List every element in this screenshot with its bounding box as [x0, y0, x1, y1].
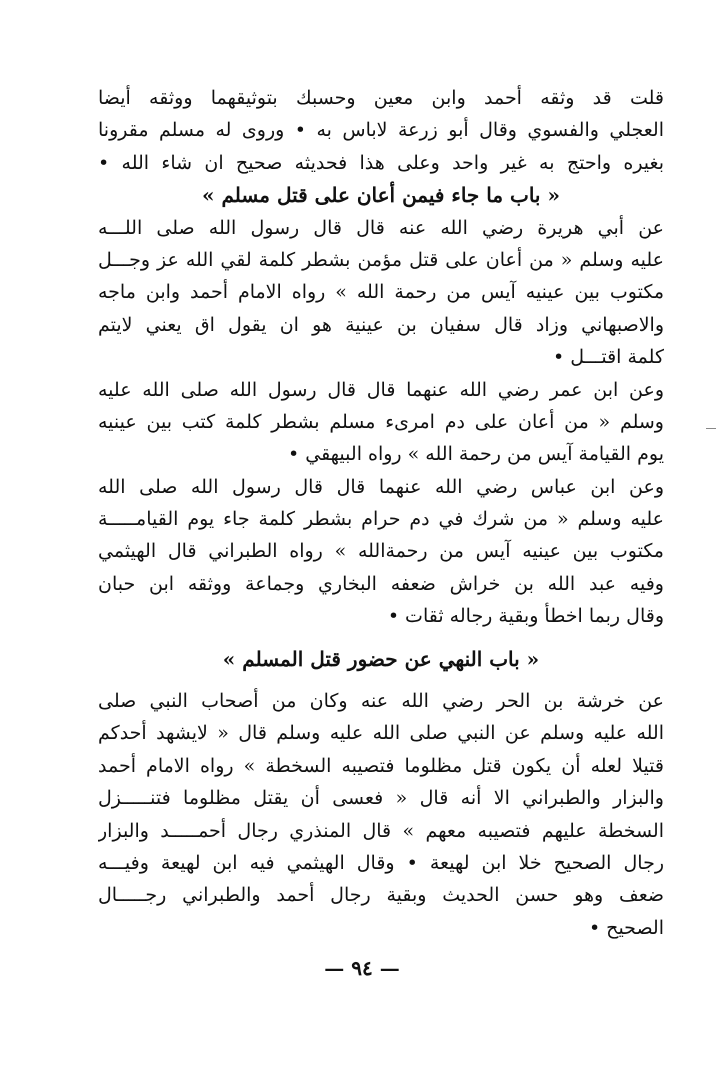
text-line: الصحيح • [588, 916, 664, 939]
text-line: يوم القيامة آيس من رحمة الله » رواه البيهقي • [287, 443, 664, 466]
text-line: عليه وسلم « من أعان على قتل مؤمن بشطر كلمة لقي الله عز وجـــل [98, 248, 664, 271]
scan-edge-mark [706, 428, 716, 429]
text-line: والاصبهاني وزاد قال سفيان بن عينية هو ان يقول اق يعني لايتم [98, 313, 664, 336]
text-line: قلت قد وثقه أحمد وابن معين وحسبك بتوثيقهما ووثقه أيضا [98, 87, 664, 109]
text-line: وعن ابن عمر رضي الله عنهما قال قال رسول الله صلى الله عليه [98, 378, 664, 401]
page-number: — ٩٤ — [324, 956, 400, 980]
text-line: كلمة اقتـــل • [553, 346, 664, 369]
text-line: عليه وسلم « من شرك في دم حرام بشطر كلمة جاء يوم القيامـــــة [98, 508, 664, 531]
text-line: مكتوب بين عينيه آيس من رحمة الله » رواه الامام أحمد وابن ماجه [98, 281, 664, 304]
text-line: السخطة عليهم فتصيبه معهم » قال المنذري رجال أحمـــــد والبزار [98, 819, 664, 842]
text-line: وقال ربما اخطأ وبقية رجاله ثقات • [387, 605, 664, 628]
text-line: وسلم « من أعان على دم امرىء مسلم بشطر كلمة كتب بين عينيه [98, 410, 664, 433]
text-line: قتيلا لعله أن يكون قتل مظلوما فتصيبه السخطة » رواه الامام أحمد [98, 754, 664, 777]
text-line: ضعف وهو حسن الحديث وبقية رجال أحمد والطبراني رجـــــال [98, 884, 664, 907]
text-block [98, 82, 664, 944]
text-line: العجلي والفسوي وقال أبو زرعة لاباس به • وروى له مسلم مقرونا [98, 119, 664, 142]
text-line: بغيره واحتج به غير واحد وعلى هذا فحديثه صحيح ان شاء الله • [98, 151, 664, 174]
text-line: وفيه عبد الله بن خراش ضعفه البخاري وجماعة ووثقه ابن حبان [98, 572, 664, 595]
text-line: رجال الصحيح خلا ابن لهيعة • وقال الهيثمي فيه ابن لهيعة وفيـــه [98, 851, 664, 874]
text-line: والبزار والطبراني الا أنه قال « فعسى أن يقتل مظلوما فتنـــــزل [98, 787, 664, 810]
chapter-heading-2: « باب النهي عن حضور قتل المسلم » [222, 646, 540, 671]
text-line: مكتوب بين عينيه آيس من رحمةالله » رواه الطبراني قال الهيثمي [98, 540, 664, 563]
text-line: عن أبي هريرة رضي الله عنه قال قال رسول الله صلى اللـــه [98, 216, 664, 239]
text-line: الله عليه وسلم عن النبي صلى الله عليه وسلم قال « لايشهد أحدكم [98, 722, 664, 745]
chapter-heading-1: « باب ما جاء فيمن أعان على قتل مسلم » [202, 183, 560, 208]
text-line: وعن ابن عباس رضي الله عنهما قال قال رسول الله صلى الله [98, 475, 664, 498]
text-line: عن خرشة بن الحر رضي الله عنه وكان من أصحاب النبي صلى [98, 690, 664, 713]
